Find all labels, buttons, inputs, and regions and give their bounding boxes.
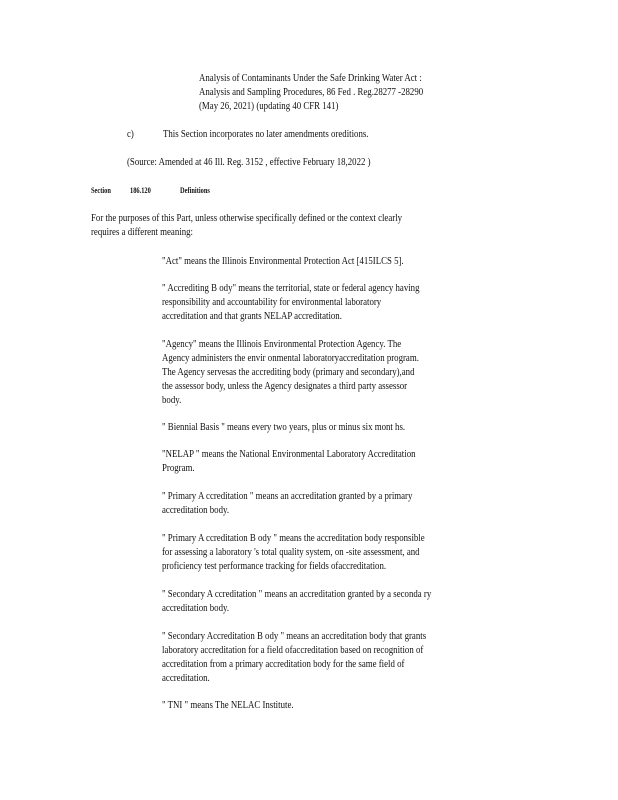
definition-line: "Agency" means the Illinois Environmental Protection Agency. The [162,339,402,350]
definition-line: the assessor body, unless the Agency designates a third party assessor [162,381,408,392]
definition-line: accreditation. [162,673,210,684]
definition-line: proficiency test performance tracking for fields ofaccreditation. [162,561,387,572]
citation-line: (May 26, 2021) (updating 40 CFR 141) [199,101,339,112]
definition-line: " Secondary A ccreditation " means an accreditation granted by a seconda ry [162,589,432,600]
citation-line: Analysis and Sampling Procedures, 86 Fed . Reg.28277 -28290 [199,87,424,98]
definition-line: body. [162,395,182,406]
definition-line: Program. [162,463,195,474]
definition-line: accreditation body. [162,505,230,516]
item-c-text: This Section incorporates no later amendments oreditions. [163,129,369,140]
definition-line: "NELAP " means the National Environmental Laboratory Accreditation [162,449,416,460]
definition-line: for assessing a laboratory 's total quality system, on -site assessment, and [162,547,420,558]
definition-line: " Biennial Basis " means every two years, plus or minus six mont hs. [162,422,406,433]
intro-line: requires a different meaning: [91,227,193,238]
definition-line: accreditation and that grants NELAP accreditation. [162,311,342,322]
section-label: Section [91,186,111,195]
definition-line: laboratory accreditation for a field ofaccreditation based on recognition of [162,645,424,656]
definition-line: " TNI " means The NELAC Institute. [162,700,294,711]
definition-line: accreditation from a primary accreditation body for the same field of [162,659,405,670]
definition-line: The Agency servesas the accrediting body (primary and secondary),and [162,367,415,378]
item-c-label: c) [127,129,134,140]
definition-line: Agency administers the envir onmental laboratoryaccreditation program. [162,353,419,364]
definition-line: accreditation body. [162,603,230,614]
citation-line: Analysis of Contaminants Under the Safe Drinking Water Act : [199,73,422,84]
definition-line: " Accrediting B ody" means the territorial, state or federal agency having [162,283,420,294]
source-note: (Source: Amended at 46 Ill. Reg. 3152 , effective February 18,2022 ) [127,157,371,168]
definition-line: "Act" means the Illinois Environmental Protection Act [415ILCS 5]. [162,256,404,267]
definition-line: " Primary A ccreditation B ody " means the accreditation body responsible [162,533,425,544]
intro-line: For the purposes of this Part, unless otherwise specifically defined or the context clearly [91,213,403,224]
section-number: 186.120 [130,186,151,195]
definition-line: responsibility and accountability for environmental laboratory [162,297,382,308]
definition-line: " Secondary Accreditation B ody " means an accreditation body that grants [162,631,427,642]
section-title: Definitions [180,186,210,195]
definition-line: " Primary A ccreditation " means an accreditation granted by a primary [162,491,413,502]
